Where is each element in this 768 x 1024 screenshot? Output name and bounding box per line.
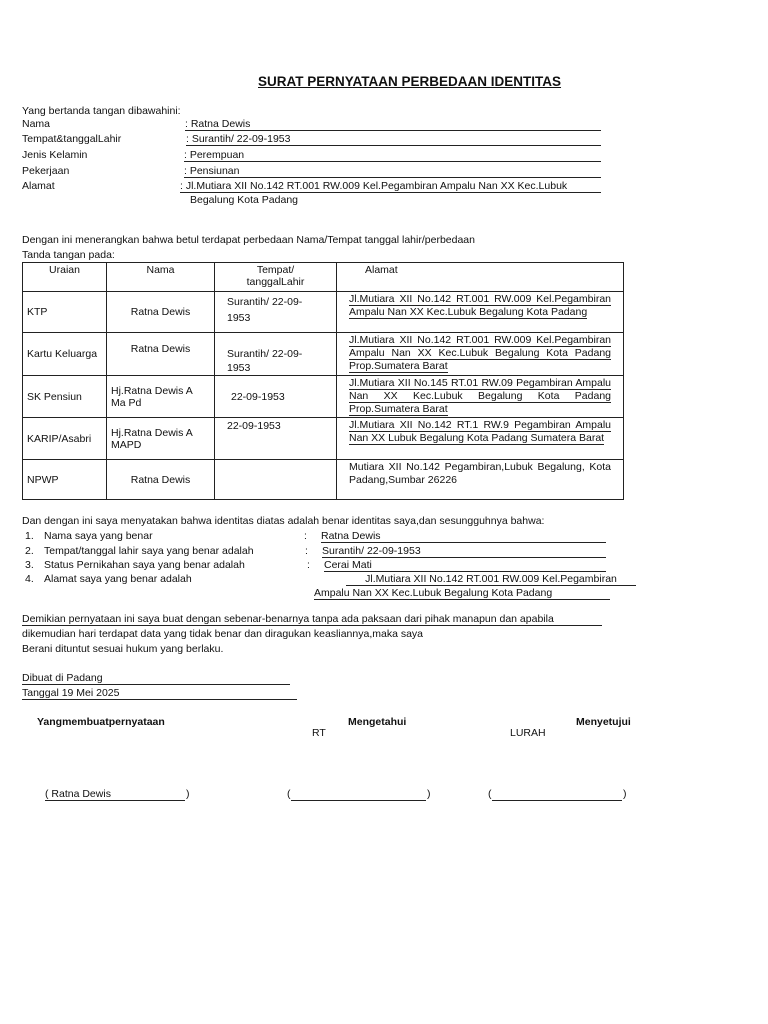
closing-line3: Berani dituntut sesuai hukum yang berlaku. xyxy=(22,643,224,655)
signature-lurah-open: ( xyxy=(488,788,492,800)
table-cell-alamat: Mutiara XII No.142 Pegambiran,Lubuk Begalung, Kota Padang,Sumbar 26226 xyxy=(337,460,624,500)
list-item-value: Cerai Mati xyxy=(324,559,606,572)
table-cell-ttl: 22-09-1953 xyxy=(215,418,337,460)
table-cell-alamat-text: Jl.Mutiara XII No.145 RT.01 RW.09 Pegambiran Ampalu Nan XX Kec.Lubuk Begalung Kota Padang Prop.Sumatera Barat xyxy=(349,377,611,415)
signature-rt-label: RT xyxy=(312,727,326,739)
list-item-colon: : xyxy=(305,545,308,557)
table-cell-alamat xyxy=(337,333,624,376)
signature-maker-heading: Yangmembuatpernyataan xyxy=(37,716,165,728)
identity-value-address-line2: Begalung Kota Padang xyxy=(190,194,299,206)
date-field: Tanggal 19 Mei 2025 xyxy=(22,687,297,700)
table-cell-nama: Ratna Dewis xyxy=(107,460,215,500)
identity-label-name: Nama xyxy=(22,118,51,130)
table-cell-alamat xyxy=(337,376,624,418)
list-item-label: Nama saya yang benar xyxy=(44,530,153,542)
list-item-number: 4. xyxy=(25,573,34,585)
list-item-label: Tempat/tanggal lahir saya yang benar adalah xyxy=(44,545,254,557)
signature-rt-close: ) xyxy=(427,788,431,800)
table-cell-nama: Hj.Ratna Dewis A MAPD xyxy=(107,418,215,460)
table-cell-ttl xyxy=(215,460,337,500)
signature-rt-open: ( xyxy=(287,788,291,800)
table-cell-uraian: KTP xyxy=(23,292,107,333)
signature-lurah-close: ) xyxy=(623,788,627,800)
list-item-value: Jl.Mutiara XII No.142 RT.001 RW.009 Kel.Pegambiran xyxy=(346,573,636,586)
table-cell-ttl: Surantih/ 22-09-1953 xyxy=(215,292,337,333)
table-cell-alamat xyxy=(337,292,624,333)
table-row xyxy=(23,460,624,500)
table-cell-alamat-text: Jl.Mutiara XII No.142 RT.001 RW.009 Kel.Pegambiran Ampalu Nan XX Kec.Lubuk Begalung Kota Padang Prop.Sumatera Barat xyxy=(349,334,611,372)
table-cell-uraian: NPWP xyxy=(23,460,107,500)
table-header-cell: Nama xyxy=(107,263,215,292)
statement-line1: Dengan ini menerangkan bahwa betul terdapat perbedaan Nama/Tempat tanggal lahir/perbedaan xyxy=(22,234,475,246)
list-item-value: Ratna Dewis xyxy=(321,530,606,543)
table-cell-ttl: Surantih/ 22-09-1953 xyxy=(215,333,337,376)
table-row xyxy=(23,418,624,460)
list-item-number: 3. xyxy=(25,559,34,571)
list-item-colon: : xyxy=(304,530,307,542)
table-cell-ttl: 22-09-1953 xyxy=(215,376,337,418)
table-cell-alamat-text: Jl.Mutiara XII No.142 RT.001 RW.009 Kel.Pegambiran Ampalu Nan XX Kec.Lubuk Begalung Kota Padang xyxy=(349,293,611,318)
signature-lurah-line xyxy=(492,788,622,801)
identity-label-address: Alamat xyxy=(22,180,55,192)
identity-comparison-table xyxy=(22,262,624,500)
table-row xyxy=(23,292,624,333)
list-item-value: Surantih/ 22-09-1953 xyxy=(322,545,606,558)
table-row xyxy=(23,333,624,376)
table-cell-alamat-text: Jl.Mutiara XII No.142 RT.1 RW.9 Pegambiran Ampalu Nan XX Lubuk Begalung Kota Padang Sumatera Barat xyxy=(349,419,611,444)
list-item-number: 1. xyxy=(25,530,34,542)
list-item-number: 2. xyxy=(25,545,34,557)
table-header-row xyxy=(23,263,624,292)
identity-label-birth: Tempat&tanggalLahir xyxy=(22,133,122,145)
table-header-cell: Tempat/ tanggalLahir xyxy=(215,263,337,292)
table-cell-uraian: KARIP/Asabri xyxy=(23,418,107,460)
identity-value-name: : Ratna Dewis xyxy=(185,118,601,131)
identity-value-address: : Jl.Mutiara XII No.142 RT.001 RW.009 Kel.Pegambiran Ampalu Nan XX Kec.Lubuk xyxy=(180,180,601,193)
identity-value-job: : Pensiunan xyxy=(184,165,601,178)
declaration-text: Dan dengan ini saya menyatakan bahwa identitas diatas adalah benar identitas saya,dan sesungguhnya bahwa: xyxy=(22,515,545,527)
signature-approve-heading: Menyetujui xyxy=(576,716,631,728)
signature-lurah-label: LURAH xyxy=(510,727,546,739)
signature-knowing-heading: Mengetahui xyxy=(348,716,407,728)
statement-line2: Tanda tangan pada: xyxy=(22,249,115,261)
identity-value-gender: : Perempuan xyxy=(184,149,601,162)
document-title: SURAT PERNYATAAN PERBEDAAN IDENTITAS xyxy=(258,74,562,89)
signature-maker-name: ( Ratna Dewis xyxy=(45,788,185,801)
list-item-label: Alamat saya yang benar adalah xyxy=(44,573,192,585)
table-cell-uraian: SK Pensiun xyxy=(23,376,107,418)
intro-text: Yang bertanda tangan dibawahini: xyxy=(22,105,181,117)
table-cell-nama: Ratna Dewis xyxy=(107,292,215,333)
place-field: Dibuat di Padang xyxy=(22,672,290,685)
list-item-colon: : xyxy=(307,559,310,571)
table-header-cell: Alamat xyxy=(337,263,624,292)
list-item-value-line2: Ampalu Nan XX Kec.Lubuk Begalung Kota Padang xyxy=(314,587,610,600)
signature-rt-line xyxy=(291,788,426,801)
table-cell-nama: Ratna Dewis xyxy=(107,333,215,376)
closing-line1: Demikian pernyataan ini saya buat dengan sebenar-benarnya tanpa ada paksaan dari pihak manapun dan apabila xyxy=(22,613,602,626)
table-cell-nama: Hj.Ratna Dewis A Ma Pd xyxy=(107,376,215,418)
identity-value-birth: : Surantih/ 22-09-1953 xyxy=(186,133,601,146)
table-cell-alamat xyxy=(337,418,624,460)
signature-maker-close: ) xyxy=(186,788,190,800)
identity-label-job: Pekerjaan xyxy=(22,165,70,177)
closing-line2: dikemudian hari terdapat data yang tidak benar dan diragukan keasliannya,maka saya xyxy=(22,628,424,640)
identity-label-gender: Jenis Kelamin xyxy=(22,149,88,161)
table-header-cell: Uraian xyxy=(23,263,107,292)
list-item-label: Status Pernikahan saya yang benar adalah xyxy=(44,559,245,571)
table-cell-uraian: Kartu Keluarga xyxy=(23,333,107,376)
table-row xyxy=(23,376,624,418)
